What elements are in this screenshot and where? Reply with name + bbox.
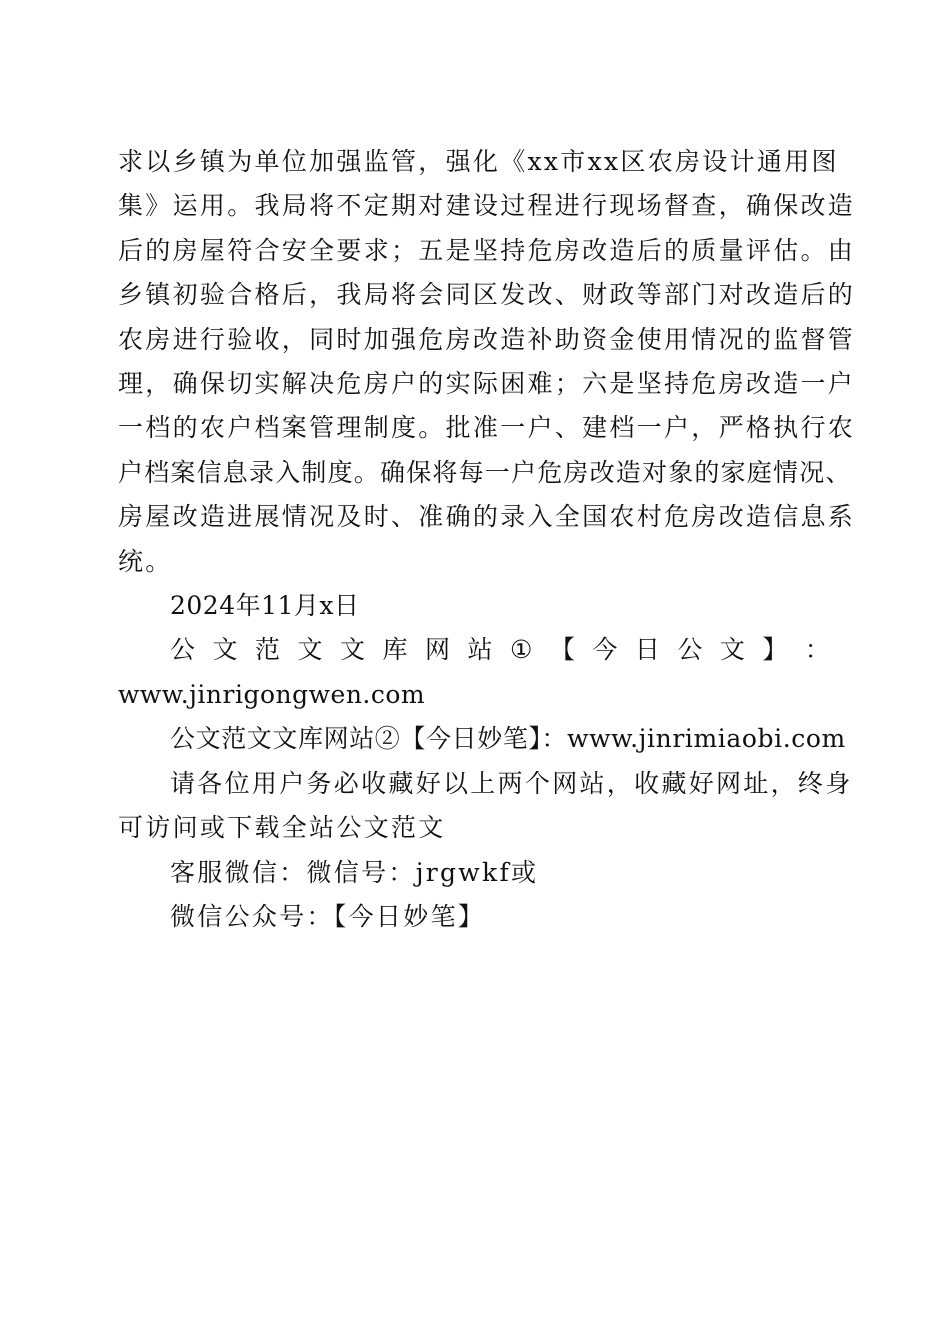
body-line-5: 农房进行验收，同时加强危房改造补助资金使用情况的监督管: [118, 324, 856, 354]
site1-char: 公: [170, 635, 196, 665]
body-line-6: 理，确保切实解决危房户的实际困难；六是坚持危房改造一户: [118, 369, 856, 399]
site1-char: 公: [677, 635, 703, 665]
site2-line[interactable]: 公文范文文库网站②【今日妙笔】：www.jinrimiaobi.com: [170, 724, 846, 754]
site1-char: 日: [634, 635, 660, 665]
site1-char: 库: [382, 635, 408, 665]
site1-char: 【: [549, 635, 575, 665]
body-line-7: 一档的农户档案管理制度。批准一户、建档一户，严格执行农: [118, 413, 856, 443]
site1-char: 】: [762, 635, 788, 665]
body-paragraph: [118, 140, 856, 584]
site1-char: 范: [255, 635, 281, 665]
site1-char: 文: [719, 635, 745, 665]
body-line-8: 户档案信息录入制度。确保将每一户危房改造对象的家庭情况、: [118, 457, 852, 487]
body-line-2: 集》运用。我局将不定期对建设过程进行现场督查，确保改造: [118, 191, 856, 221]
site1-label: [118, 628, 830, 672]
service-official-account: 微信公众号：【今日妙笔】: [170, 901, 486, 931]
site1-char: 站: [467, 635, 493, 665]
body-line-3: 后的房屋符合安全要求；五是坚持危房改造后的质量评估。由: [118, 235, 856, 265]
body-line-10: 统。: [118, 546, 173, 576]
body-line-9: 房屋改造进展情况及时、准确的录入全国农村危房改造信息系: [118, 502, 856, 532]
body-line-4: 乡镇初验合格后，我局将会同区发改、财政等部门对改造后的: [118, 280, 856, 310]
site1-char: 网: [425, 635, 451, 665]
document-date: 2024年11月x日: [170, 591, 360, 621]
site1-url[interactable]: www.jinrigongwen.com: [118, 679, 426, 709]
site1-char: ①: [510, 635, 533, 665]
site1-char: 文: [297, 635, 323, 665]
site1-char: ：: [804, 635, 830, 665]
body-line-1: 求以乡镇为单位加强监管，强化《xx市xx区农房设计通用图: [118, 147, 839, 176]
site1-char: 今: [592, 635, 618, 665]
document-page: [118, 140, 856, 939]
service-wechat: 客服微信：微信号：jrgwkf或: [170, 857, 539, 887]
site1-char: 文: [212, 635, 238, 665]
notice-line-2: 可访问或下载全站公文范文: [118, 813, 446, 843]
site1-char: 文: [340, 635, 366, 665]
notice-line-1: 请各位用户务必收藏好以上两个网站，收藏好网址，终身: [170, 768, 853, 798]
